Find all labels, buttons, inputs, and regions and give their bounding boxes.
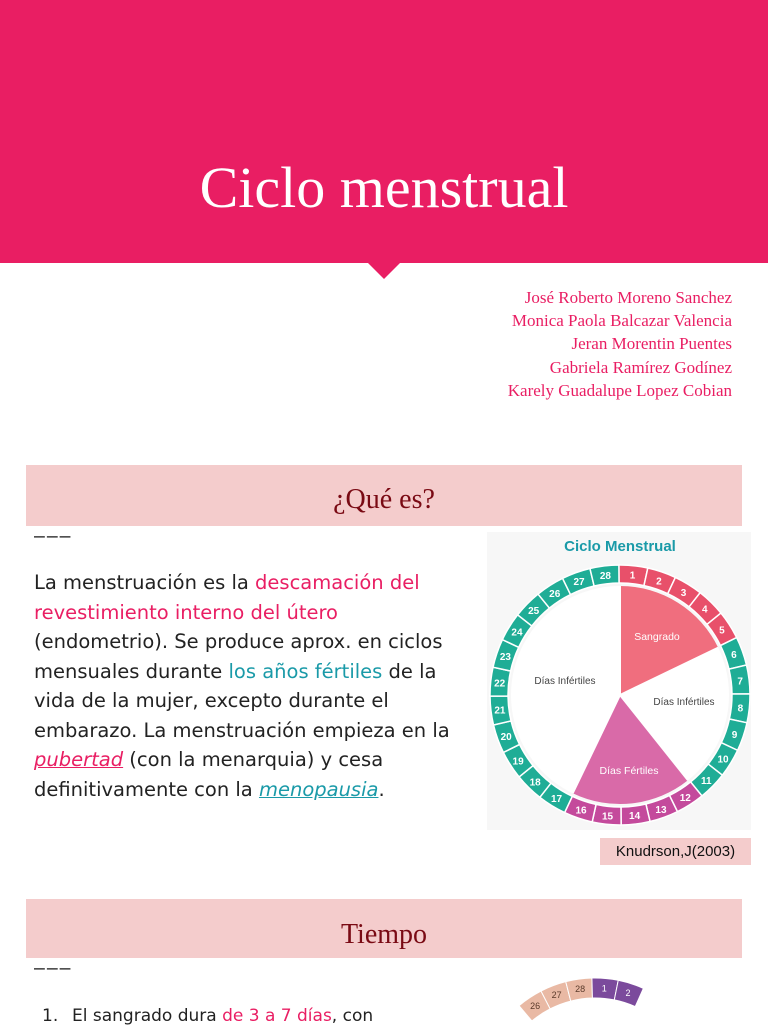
- menopausia-link[interactable]: menopausia: [258, 777, 379, 801]
- highlight-text: descamación del revestimiento interno del útero: [34, 571, 420, 624]
- day-number: 10: [717, 754, 729, 766]
- day-number: 22: [494, 678, 506, 690]
- day-number: 28: [599, 570, 611, 582]
- cycle-diagram-partial-svg: [445, 966, 745, 1024]
- day-number: 26: [549, 589, 561, 601]
- paragraph-text: (con la menarquia) y cesa definitivamente con la: [34, 748, 384, 801]
- paragraph-text: La menstruación es la: [34, 571, 256, 594]
- author-name: Gabriela Ramírez Godínez: [549, 357, 732, 377]
- list-number: 1.: [42, 1006, 59, 1026]
- pubertad-link[interactable]: pubertad: [34, 748, 124, 771]
- section-heading-que-es: ¿Qué es?: [333, 484, 435, 515]
- tiempo-list: [42, 1006, 373, 1026]
- list-text: , con: [331, 1006, 374, 1026]
- day-number: 20: [500, 731, 512, 743]
- day-number: 17: [550, 794, 563, 806]
- author-list: [508, 286, 732, 402]
- day-number: 1: [629, 570, 636, 582]
- author-name: Monica Paola Balcazar Valencia: [511, 311, 732, 331]
- day-number: 14: [629, 811, 641, 823]
- day-number: 2: [656, 576, 662, 588]
- day-number: 5: [719, 625, 725, 637]
- day-number: 12: [679, 792, 691, 804]
- banner-notch: [368, 263, 400, 279]
- section-divider: ———: [34, 958, 73, 979]
- bleeding-label: Sangrado: [634, 631, 680, 643]
- day-number: 8: [737, 703, 744, 715]
- day-number: 18: [529, 777, 541, 789]
- author-name: José Roberto Moreno Sanchez: [524, 288, 732, 307]
- diagram-title: Ciclo Menstrual: [564, 538, 676, 555]
- day-number: 21: [494, 705, 506, 717]
- infertile-left-label: Días Infértiles: [534, 676, 596, 687]
- day-number: 6: [731, 650, 737, 662]
- paragraph-text: (endometrio). Se produce aprox. en ciclos mensuales durante: [34, 630, 443, 683]
- day-number: 28: [575, 984, 586, 995]
- infertile-right-label: Días Infértiles: [653, 697, 715, 708]
- fertile-label: Días Fértiles: [599, 765, 659, 777]
- day-number: 11: [701, 775, 712, 787]
- paragraph-text: de la vida de la mujer, excepto durante el embarazo. La menstruación empieza en la: [34, 659, 450, 742]
- day-number: 15: [601, 811, 614, 823]
- day-number: 25: [528, 606, 540, 618]
- list-item: [42, 1006, 373, 1026]
- day-number: 2: [625, 988, 631, 999]
- author-name: Jeran Morentin Puentes: [571, 334, 732, 354]
- day-number: 19: [512, 756, 524, 768]
- day-number: 16: [575, 805, 587, 817]
- cycle-diagram-partial: [445, 966, 745, 1024]
- day-number: 9: [731, 729, 738, 741]
- highlight-text: los años fértiles: [228, 659, 383, 683]
- figure-citation: Knudrson,J(2003): [600, 838, 751, 865]
- cycle-diagram: [487, 532, 751, 830]
- paragraph-text: .: [378, 777, 385, 801]
- day-number: 3: [680, 587, 687, 599]
- day-number: 27: [551, 990, 562, 1001]
- section-heading-tiempo: Tiempo: [340, 919, 428, 950]
- section-heading-band: [26, 465, 742, 526]
- day-number: 27: [573, 577, 585, 589]
- title-banner: [0, 0, 768, 263]
- list-text: El sangrado dura: [72, 1006, 223, 1026]
- author-name: Karely Guadalupe Lopez Cobian: [507, 380, 732, 400]
- day-number: 23: [499, 652, 512, 664]
- page-title: Ciclo menstrual: [199, 155, 569, 220]
- section-heading-band: [26, 899, 742, 958]
- day-number: 1: [601, 983, 607, 994]
- list-highlight: de 3 a 7 días: [222, 1006, 332, 1026]
- day-number: 13: [655, 804, 667, 816]
- day-number: 24: [511, 627, 523, 639]
- definition-paragraph: [34, 568, 464, 804]
- day-number: 4: [702, 604, 708, 616]
- day-number: 7: [737, 676, 743, 688]
- section-divider: ———: [34, 526, 73, 547]
- day-number: 26: [530, 1001, 541, 1012]
- cycle-diagram-svg: [487, 532, 751, 830]
